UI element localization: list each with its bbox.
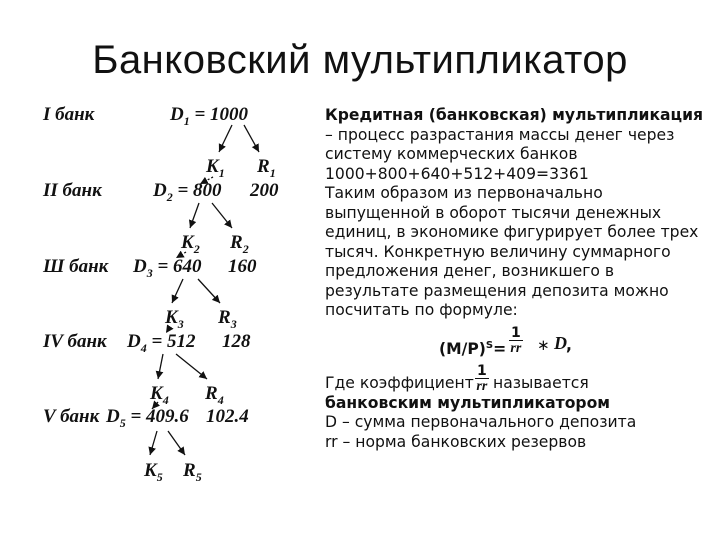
k-label-4: $K_4$ [150,383,169,407]
deposit-1: $D_1 = 1000$ [170,104,249,128]
arrow-k1-d2 [200,177,213,184]
r-label-4: $R_4$ [205,383,224,407]
reserve-value-2: 160 [228,256,257,277]
k-label-5: $K_5$ [144,460,163,484]
arrow-d3-r3 [198,279,220,303]
coefficient-fraction: $\frac{1}{rr}$ [476,362,488,394]
k-label-2: $K_2$ [181,232,200,256]
explanation-paragraph: Таким образом из первоначально выпущенной в оборот тысячи денежных единиц, в экономике фигурирует более трех тысяч. Конкретную величину суммарного предложения денег, возникшего в результате размещения депозита можно посчитать по формуле: [325,184,699,319]
slide-title: Банковский мультипликатор [92,38,628,82]
k-label-1: $K_1$ [206,156,225,180]
reserve-value-1: 200 [250,180,279,201]
arrow-k2-d3 [176,252,186,258]
deposit-5: $D_5 = 409.6$ [106,406,189,430]
deposit-2: $D_2 = 800$ [153,180,222,204]
bank-label-5: V банк [43,406,100,427]
bank-label-3: Ш банк [43,256,109,277]
arrow-d5-k5 [150,431,157,455]
multiplier-formula [325,324,705,366]
deposit-3: $D_3 = 640$ [133,256,202,280]
deposit-4: $D_4 = 512$ [127,331,196,355]
arrow-d2-r2 [212,203,232,228]
definition-rr: rr – норма банковских резервов [325,432,587,451]
bank-label-1: I банк [43,104,95,125]
reserve-value-3: 128 [222,331,251,352]
reserve-value-4: 102.4 [206,406,249,427]
explanation-text [325,106,705,452]
arrow-d1-r1 [244,125,259,152]
arrow-d2-k2 [190,203,199,228]
arrow-d5-r5 [168,431,185,455]
k-label-3: $K_3$ [165,307,184,331]
r-label-3: $R_3$ [218,307,237,331]
arrow-d3-k3 [172,279,183,303]
formula-fraction: $\frac{1}{rr}$ [510,324,522,356]
term-bank-multiplier: банковским мультипликатором [325,393,611,412]
r-label-5: $R_5$ [183,460,202,484]
bank-label-4: IV банк [43,331,107,352]
term-credit-multiplication: Кредитная (банковская) мультипликация [325,106,704,124]
r-label-2: $R_2$ [230,232,249,256]
formula-d: D [554,332,567,353]
arrow-d1-k1 [219,125,232,152]
arrow-d4-k4 [158,354,163,379]
arrow-k3-d4 [166,327,170,333]
definition-paragraph: Кредитная (банковская) мультипликация – процесс разрастания массы денег через систему коммерческих банков [325,106,704,163]
formula-comma: , [566,335,572,354]
arrow-k4-d5 [152,402,158,409]
sum-line: 1000+800+640+512+409=3361 [325,164,589,183]
r-label-1: $R_1$ [257,156,276,180]
definition-d: D – сумма первоначального депозита [325,413,637,431]
arrow-d4-r4 [176,354,207,379]
formula-lhs: $(M/P)^S=$ [439,339,507,358]
formula-times: ∗ [537,335,550,354]
coefficient-line: Где коэффициент $\frac{1}{rr}$ называется [325,362,589,394]
bank-label-2: II банк [43,180,102,201]
